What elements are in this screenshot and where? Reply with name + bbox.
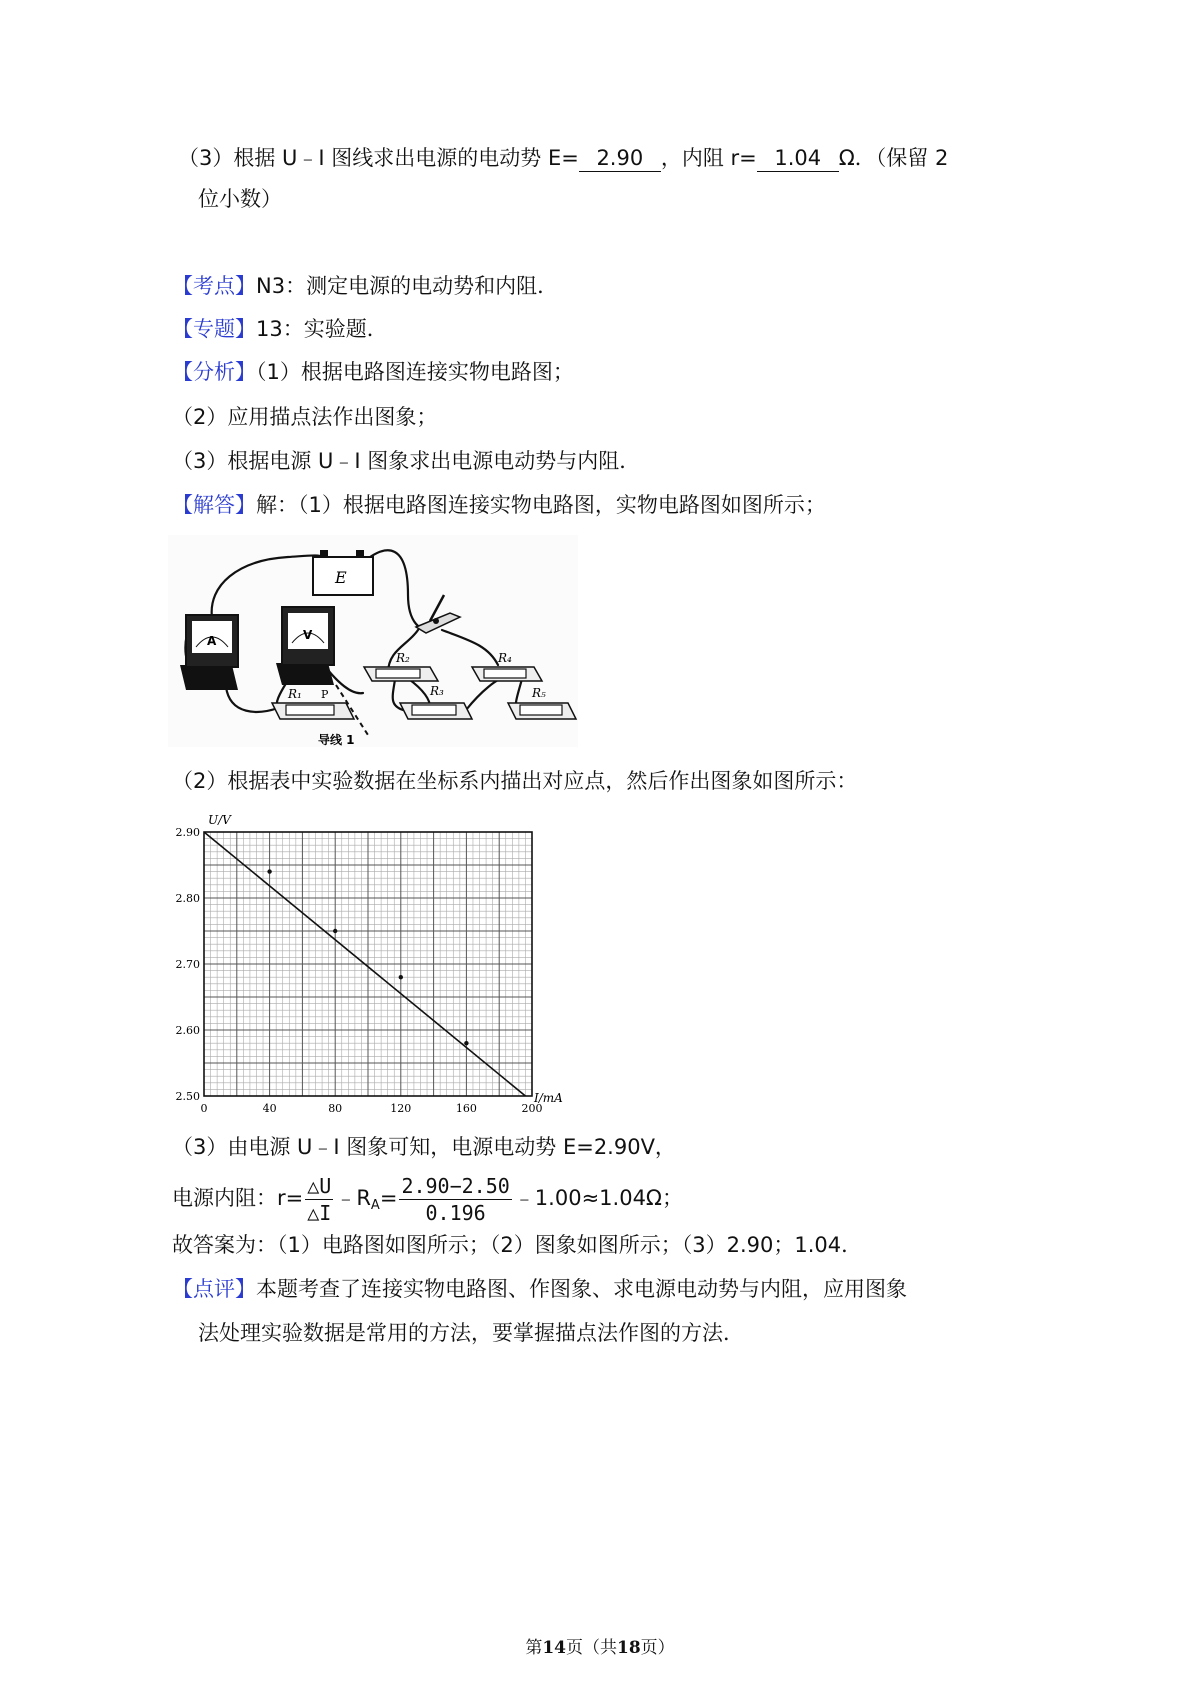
kaodian-label: 【考点】 <box>172 274 256 298</box>
fenxi-label: 【分析】 <box>172 360 256 384</box>
dianping-line-2: 法处理实验数据是常用的方法，要掌握描点法作图的方法． <box>198 1321 744 1345</box>
r3-label: R₃ <box>430 684 444 698</box>
y-tick-label: 2.50 <box>175 1090 200 1103</box>
y-tick-label: 2.60 <box>175 1024 200 1037</box>
data-point <box>267 869 271 873</box>
y-tick-label: 2.90 <box>175 826 200 839</box>
fenxi-3: （3）根据电源 U﹣I 图象求出电源电动势与内阻． <box>172 449 641 473</box>
fraction-values: $\frac{2.90-2.50}{0.196}$ <box>401 1173 510 1225</box>
u-i-chart <box>168 808 568 1120</box>
r-answer: 1.04 <box>757 145 839 172</box>
kaodian: 【考点】N3：测定电源的电动势和内阻． <box>172 274 559 298</box>
battery <box>313 550 373 595</box>
jieda-label: 【解答】 <box>172 493 256 517</box>
x-tick-labels <box>201 1102 543 1115</box>
answer-line: 故答案为：（1）电路图如图所示；（2）图象如图所示；（3）2.90；1.04． <box>172 1233 863 1257</box>
jieda: 【解答】解：（1）根据电路图连接实物电路图，实物电路图如图所示； <box>172 493 826 517</box>
q3-line-2: 位小数） <box>198 187 282 211</box>
x-tick-label: 40 <box>262 1102 277 1115</box>
data-point <box>399 975 403 979</box>
fenxi: 【分析】（1）根据电路图连接实物电路图； <box>172 360 574 384</box>
voltmeter-label: V <box>303 628 313 642</box>
x-tick-label: 80 <box>328 1102 343 1115</box>
zhuanti: 【专题】13：实验题． <box>172 317 388 341</box>
p-label: P <box>321 688 329 701</box>
x-axis-label: I/mA <box>534 1091 563 1105</box>
wire-1-label: 导线 1 <box>318 733 355 747</box>
battery-label: E <box>335 568 347 587</box>
zhuanti-label: 【专题】 <box>172 317 256 341</box>
y-tick-labels <box>176 826 201 1103</box>
dianping-label: 【点评】 <box>172 1277 256 1301</box>
circuit-figure <box>168 535 578 747</box>
r2-label: R₂ <box>396 651 410 665</box>
y-axis-label: U/V <box>208 813 231 827</box>
r5-label: R₅ <box>532 686 546 700</box>
fenxi-2: （2）应用描点法作出图象； <box>172 405 438 429</box>
y-tick-label: 2.80 <box>175 892 200 905</box>
r4-label: R₄ <box>498 651 512 665</box>
ammeter <box>180 615 238 690</box>
fraction-du-di: $\frac{\triangle U}{\triangle I}$ <box>307 1173 332 1225</box>
r1-label: R₁ <box>288 687 302 701</box>
page-number: 14 <box>542 1638 566 1658</box>
step3-formula: 电源内阻：r= $\frac{\triangle U}{\triangle I}$ $﹣R_A=$ $\frac{2.90-2.50}{0.196}$ ﹣1.00≈1.04Ω； <box>172 1173 683 1225</box>
voltmeter <box>276 607 334 685</box>
step2-text: （2）根据表中实验数据在坐标系内描出对应点，然后作出图象如图所示： <box>172 769 858 793</box>
x-tick-label: 200 <box>521 1102 543 1115</box>
step3-line-1: （3）由电源 U﹣I 图象可知，电源电动势 E=2.90V， <box>172 1135 676 1159</box>
emf-answer: 2.90 <box>579 145 661 172</box>
ammeter-label: A <box>207 634 217 648</box>
data-point <box>464 1041 468 1045</box>
x-tick-label: 0 <box>200 1102 208 1115</box>
x-tick-label: 160 <box>455 1102 477 1115</box>
q3-line-1: （3）根据 U﹣I 图线求出电源的电动势 E= 2.90 ，内阻 r= 1.04 Ω．（保留 2 <box>178 146 949 170</box>
page-total: 18 <box>617 1638 641 1658</box>
page-footer: 第14页（共18页） <box>525 1638 675 1658</box>
dianping: 【点评】本题考查了连接实物电路图、作图象、求电源电动势与内阻，应用图象 <box>172 1277 907 1301</box>
x-tick-label: 120 <box>390 1102 412 1115</box>
y-tick-label: 2.70 <box>175 958 200 971</box>
data-point <box>333 929 337 933</box>
